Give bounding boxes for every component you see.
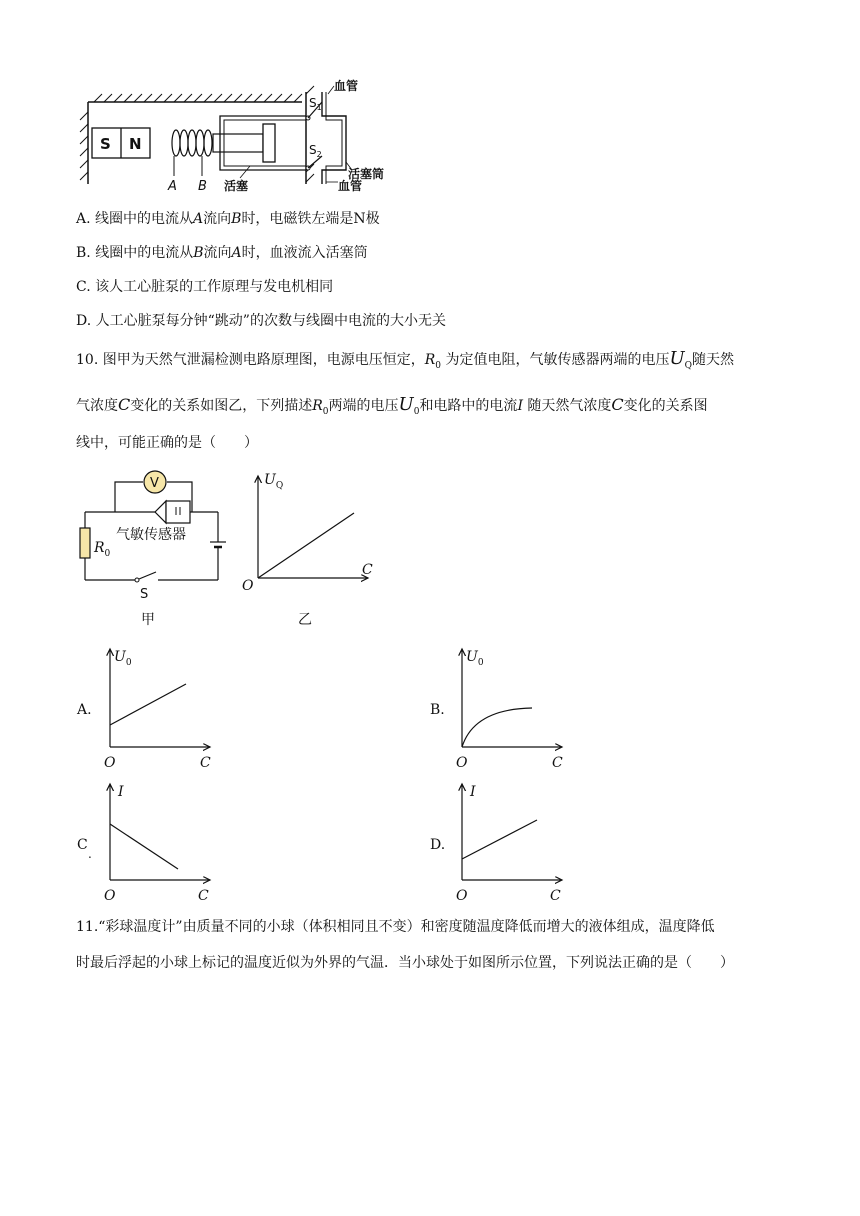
q9-option-a: A. 线圈中的电流从A流向B时，电磁铁左端是N极 <box>76 211 380 227</box>
svg-text:C: C <box>552 755 563 771</box>
coil <box>172 130 212 156</box>
resistor-r0-label: $R_0$ <box>94 540 111 559</box>
svg-text:O: O <box>104 755 116 771</box>
q11-stem-line1: 11.“彩球温度计”由质量不同的小球（体积相同且不变）和密度随温度降低而增大的液体组成，温度降低 <box>76 919 715 935</box>
circuit-diagram <box>80 468 240 628</box>
q9-option-c: C. 该人工心脏泵的工作原理与发电机相同 <box>76 279 334 295</box>
choice-b-curve <box>462 708 532 747</box>
choice-a-letter: A. <box>77 702 92 718</box>
resistor-r0 <box>80 528 90 558</box>
choice-c-graph <box>100 780 220 910</box>
cylinder-label: 活塞筒 <box>348 167 385 181</box>
choice-b-graph <box>452 645 572 775</box>
svg-text:U0: $U_0$ <box>466 649 484 668</box>
svg-text:V: V <box>150 476 159 491</box>
sensor-label: 气敏传感器 <box>116 527 186 543</box>
magnet-n-label: N <box>129 135 142 153</box>
uq-line <box>258 513 354 578</box>
choice-c-letter: C <box>77 837 88 853</box>
coil-end-b-label: B <box>198 179 207 194</box>
figure-a-caption: 甲 <box>141 612 155 628</box>
coil-end-a-label: A <box>168 179 177 194</box>
svg-text:O: O <box>104 888 116 904</box>
choice-a-line <box>110 684 186 725</box>
q10-stem-line2: 气浓度C变化的关系如图乙，下列描述$R_0$两端的电压$U_0$和电路中的电流I 随天然气浓度C变化的关系图 <box>76 394 708 417</box>
svg-text:C: C <box>198 888 209 904</box>
q9-option-b: B. 线圈中的电流从B流向A时，血液流入活塞筒 <box>76 245 368 261</box>
choice-a-graph <box>100 645 220 775</box>
choice-d-letter: D. <box>430 837 446 853</box>
svg-text:O: O <box>456 755 468 771</box>
piston <box>263 124 275 162</box>
q10-stem-line1: 10. 图甲为天然气泄漏检测电路原理图，电源电压恒定，$R_0$ 为定值电阻，气敏传感器两端的电压$U_Q$随天然 <box>76 348 735 371</box>
q11-stem-line2: 时最后浮起的小球上标记的温度近似为外界的气温．当小球处于如图所示位置，下列说法正确的是（ ） <box>76 955 734 971</box>
heart-pump-figure <box>80 72 420 202</box>
gas-sensor <box>155 501 190 523</box>
switch-s1-label: $S_1$ <box>309 96 322 112</box>
switch-s2-label: $S_2$ <box>309 143 322 159</box>
magnet-s-label: S <box>100 135 111 153</box>
q10-stem-line3: 线中，可能正确的是（ ） <box>76 435 258 451</box>
choice-b-letter: B. <box>430 702 445 718</box>
choice-d-graph <box>452 780 572 910</box>
svg-text:O: O <box>456 888 468 904</box>
vessel-bottom-label: 血管 <box>338 179 363 193</box>
piston-label: 活塞 <box>224 179 249 193</box>
figure-b-caption: 乙 <box>298 612 312 628</box>
graph-uq-vs-c <box>240 468 390 628</box>
graph-b-ylabel: $U_Q$ <box>264 472 284 491</box>
svg-text:C: C <box>200 755 211 771</box>
choice-c-line <box>110 824 178 869</box>
switch-label: S <box>140 587 149 602</box>
q9-option-d: D. 人工心脏泵每分钟“跳动”的次数与线圈中电流的大小无关 <box>76 313 446 329</box>
choice-d-line <box>462 820 537 859</box>
graph-b-xlabel: C <box>362 562 373 578</box>
choice-c-dot: . <box>88 847 92 861</box>
svg-text:I: I <box>118 784 124 800</box>
svg-text:I: I <box>470 784 476 800</box>
graph-b-origin: O <box>242 578 254 594</box>
svg-text:U0: $U_0$ <box>114 649 132 668</box>
switch <box>139 572 156 579</box>
svg-text:C: C <box>550 888 561 904</box>
vessel-top-label: 血管 <box>334 79 359 93</box>
